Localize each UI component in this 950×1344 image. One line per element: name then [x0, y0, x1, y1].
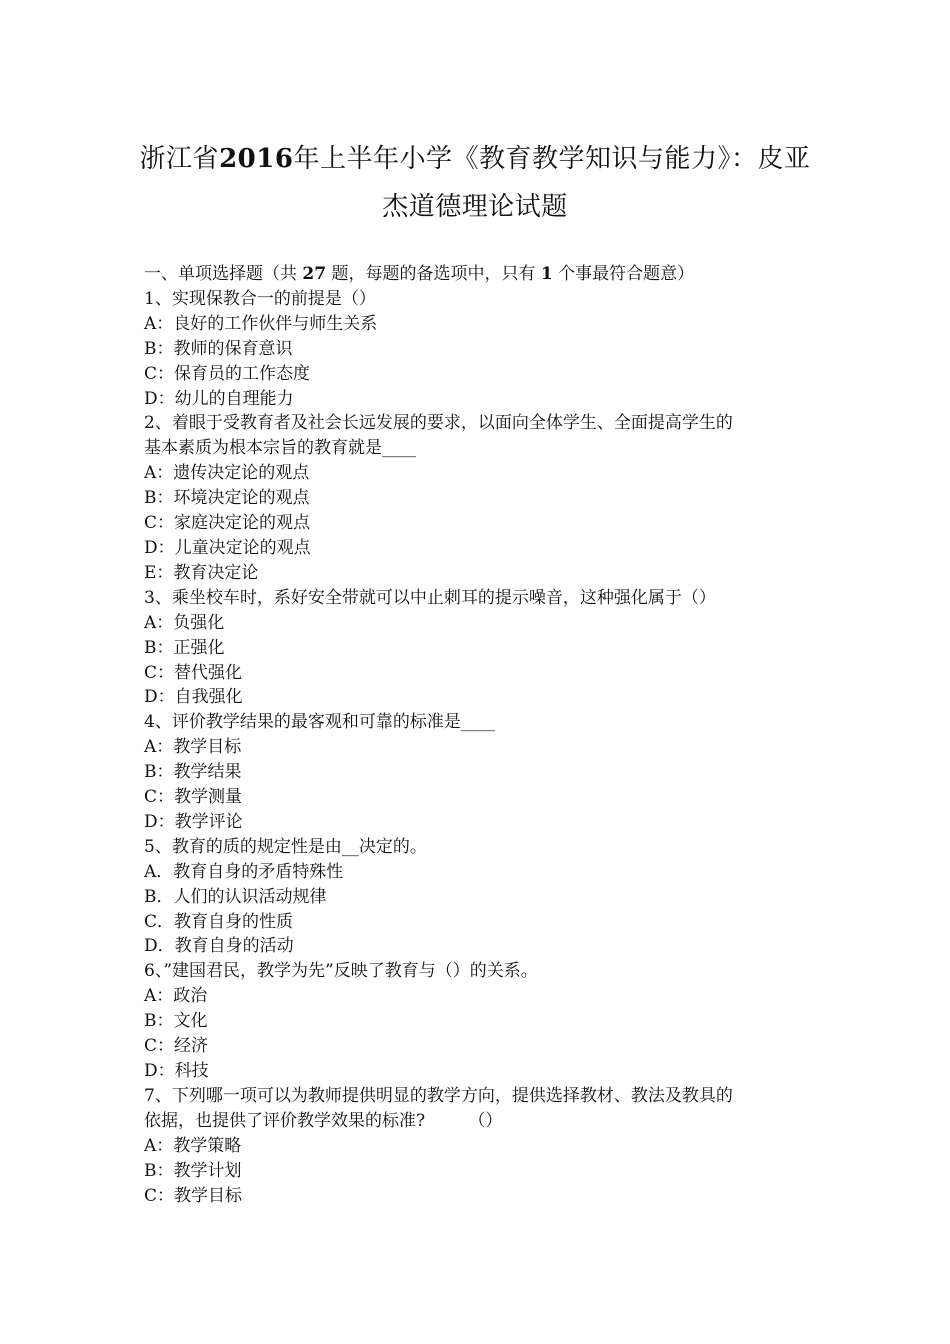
document-line: B：教学结果: [144, 762, 242, 783]
document-title-line1: [100, 138, 850, 175]
document-line: E：教育决定论: [144, 562, 259, 583]
document-line: A．教育自身的矛盾特殊性: [144, 861, 344, 882]
document-line: 2、着眼于受教育者及社会长远发展的要求，以面向全体学生、全面提高学生的: [144, 413, 733, 434]
document-line: A：政治: [144, 986, 208, 1007]
document-line: D：幼儿的自理能力: [144, 388, 294, 409]
document-line: 3、乘坐校车时，系好安全带就可以中止刺耳的提示噪音，这种强化属于（）: [144, 587, 716, 608]
title-year: 2016: [219, 144, 294, 174]
document-line: D：教学评论: [144, 811, 243, 832]
document-line: C：经济: [144, 1036, 209, 1057]
section-answer-count: 1: [540, 264, 553, 284]
document-line: 基本素质为根本宗旨的教育就是____: [144, 438, 416, 459]
document-line: C：教学测量: [144, 787, 243, 808]
document-line: B：文化: [144, 1011, 208, 1032]
title-part1: 浙江省: [139, 144, 220, 174]
document-line: A：教学策略: [144, 1135, 242, 1156]
document-line: C：保育员的工作态度: [144, 363, 311, 384]
document-line: B：环境决定论的观点: [144, 488, 310, 509]
document-line: B：正强化: [144, 637, 225, 658]
document-line: A：负强化: [144, 612, 225, 633]
document-line: A：教学目标: [144, 737, 242, 758]
document-line: A：遗传决定论的观点: [144, 463, 310, 484]
document-line: B：教学计划: [144, 1160, 242, 1181]
document-line: 4、评价教学结果的最客观和可靠的标准是____: [144, 712, 495, 733]
document-line: C：家庭决定论的观点: [144, 513, 311, 534]
document-line: 依据，也提供了评价教学效果的标准? （）: [144, 1110, 503, 1131]
document-line: C．教育自身的性质: [144, 911, 294, 932]
document-line: C：替代强化: [144, 662, 243, 683]
section-heading-part3: 个事最符合题意）: [552, 264, 695, 284]
document-line: B．人们的认识活动规律: [144, 886, 327, 907]
document-line: 6、”建国君民，教学为先”反映了教育与（）的关系。: [144, 961, 538, 982]
section-question-count: 27: [302, 264, 327, 284]
title-part2: 年上半年小学《教育教学知识与能力》：皮亚: [293, 144, 811, 174]
question-list: [144, 287, 814, 1209]
document-title-line2: 杰道德理论试题: [382, 192, 568, 222]
document-line: B：教师的保育意识: [144, 338, 293, 359]
document-line: 5、教育的质的规定性是由__决定的。: [144, 836, 427, 857]
document-line: D：自我强化: [144, 687, 243, 708]
document-line: D：科技: [144, 1061, 209, 1081]
document-line: 7、下列哪一项可以为教师提供明显的教学方向，提供选择教材、教法及教具的: [144, 1085, 733, 1106]
document-body: [144, 262, 814, 1208]
document-line: 1、实现保教合一的前提是（）: [144, 288, 376, 309]
section-heading: [144, 262, 814, 287]
document-line: D：儿童决定论的观点: [144, 537, 311, 558]
section-heading-part1: 一、单项选择题（共: [144, 264, 303, 284]
section-heading-part2: 题，每题的备选项中，只有: [326, 264, 541, 284]
document-line: D．教育自身的活动: [144, 936, 294, 957]
document-line: C：教学目标: [144, 1185, 243, 1206]
document-line: A：良好的工作伙伴与师生关系: [144, 313, 378, 334]
